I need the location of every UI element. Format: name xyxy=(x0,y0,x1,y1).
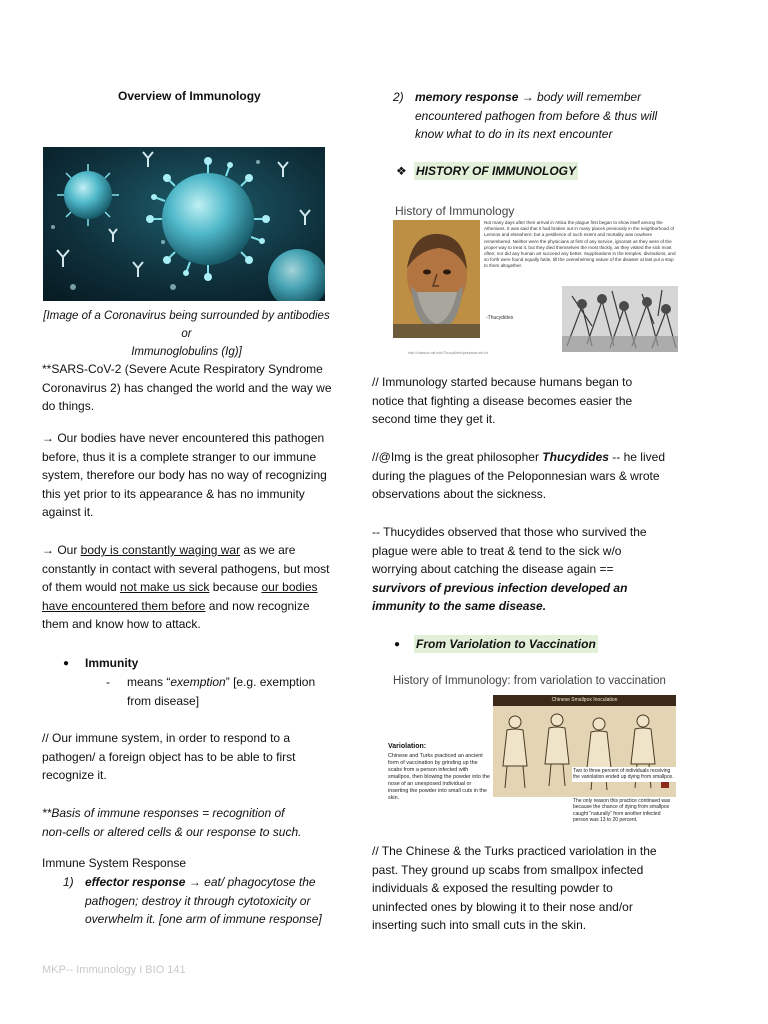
thucydides-mosaic-image xyxy=(393,220,480,338)
text-line: from disease] xyxy=(127,693,200,708)
text-line: against it. xyxy=(42,505,94,520)
variolation-bullet: ● xyxy=(394,639,401,650)
basis-paragraph xyxy=(42,804,342,841)
memory-response-item xyxy=(415,88,715,144)
new-pathogen-paragraph xyxy=(42,429,342,522)
text-line: // Immunology started because humans began to xyxy=(372,375,633,389)
text-line: immunity to the same disease. xyxy=(372,599,547,614)
text-line: -- Thucydides observed that those who survived the xyxy=(372,525,647,539)
text-line: plague were able to treat & tend to the sick w/o xyxy=(372,543,622,558)
scroll-banner: Chinese Smallpox Inoculation xyxy=(493,695,676,706)
effector-response-item xyxy=(85,873,345,929)
text-line: non-cells or altered cells & our response to such. xyxy=(42,824,302,839)
thucydides-paragraph xyxy=(372,448,692,504)
text-line: do things. xyxy=(42,399,95,414)
text-line: know what to do in its next encounter xyxy=(415,127,613,142)
text-line: constantly in contact with several pathogens, but most xyxy=(42,561,330,576)
text-line: → Our body is constantly waging war as we are xyxy=(42,543,296,557)
text-line: overwhelm it. [one arm of immune response] xyxy=(85,912,322,927)
recognition-paragraph xyxy=(42,729,342,785)
slide-footnote: http://classics.mit.edu/Thucydides/pelopwar.mb.txt xyxy=(408,351,488,355)
history-slide xyxy=(388,198,680,360)
immunity-definition xyxy=(127,673,337,710)
immunology-origin-paragraph xyxy=(372,373,692,429)
history-heading: HISTORY OF IMMUNOLOGY xyxy=(416,164,577,178)
slide-title: History of Immunology: from variolation to vaccination xyxy=(393,675,666,687)
text-line: pathogen; destroy it through cytotoxicity or xyxy=(85,893,311,908)
text-line: encountered pathogen from before & thus will xyxy=(415,108,658,123)
immune-response-heading: Immune System Response xyxy=(42,856,187,870)
text-line: recognize it. xyxy=(42,768,107,783)
text-line: system, therefore our body has no way of recognizing xyxy=(42,468,327,483)
chinese-turks-paragraph xyxy=(372,842,692,935)
text-line: memory response → body will remember xyxy=(415,90,642,104)
text-line: inserting such into small cuts in the skin. xyxy=(372,918,587,933)
variolation-description: Chinese and Turks practiced an ancient form of vaccination by grinding up the scabs from a person infected with smallpox, then blowing the powder into the nose of an unexposed individual or inserting the powder into small cuts in the skin. xyxy=(388,753,490,801)
text-line: second time they get it. xyxy=(372,412,496,427)
page-footer: MKP-- Immunology I BIO 141 xyxy=(42,964,186,976)
text-line: //@Img is the great philosopher Thucydides -- he lived xyxy=(372,450,665,464)
page-title: Overview of Immunology xyxy=(118,89,261,103)
text-line: survivors of previous infection developed an xyxy=(372,580,628,595)
text-line: observations about the sickness. xyxy=(372,487,547,502)
variolation-note-reason: The only reason this practice continued was because the chance of dying from smallpox caught "naturally" from another infected person was 13 to 20 percent. xyxy=(572,797,678,825)
text-line: of them would not make us sick because our bodies xyxy=(42,580,318,595)
text-line: // Our immune system, in order to respond to a xyxy=(42,731,291,745)
variolation-note-death-rate: Two to three percent of individuals receiving the variolation ended up dying from smallpox. xyxy=(572,767,678,782)
text-line: before, thus it is a complete stranger to our immune xyxy=(42,449,317,464)
list-number: 1) xyxy=(63,875,74,889)
text-line: **Basis of immune responses = recognition of xyxy=(42,806,285,820)
text-line: uninfected ones by blowing it to their nose and/or xyxy=(372,899,633,914)
text-line: worrying about catching the disease again == xyxy=(372,562,614,577)
image-caption xyxy=(43,307,330,361)
text-line: individuals & exposed the resulting powder to xyxy=(372,881,613,896)
text-line: Coronavirus 2) has changed the world and the way we xyxy=(42,380,332,395)
immunity-dash: - xyxy=(106,675,110,689)
text-line: this yet prior to its appearance & has no immunity xyxy=(42,486,305,501)
constant-war-paragraph xyxy=(42,541,342,634)
text-line: notice that fighting a disease becomes easier the xyxy=(372,393,633,408)
caption-line: [Image of a Coronavirus being surrounded by antibodies or xyxy=(43,310,330,340)
variolation-heading: From Variolation to Vaccination xyxy=(416,637,596,651)
text-line: effector response → eat/ phagocytose the xyxy=(85,875,316,889)
variolation-slide xyxy=(380,667,680,833)
text-line: them and know how to attack. xyxy=(42,617,201,632)
text-line: // The Chinese & the Turks practiced variolation in the xyxy=(372,844,657,858)
text-line: **SARS-CoV-2 (Severe Acute Respiratory Syndrome xyxy=(42,362,323,376)
text-line: during the plagues of the Peloponnesian wars & wrote xyxy=(372,468,660,483)
text-line: past. They ground up scabs from smallpox infected xyxy=(372,862,644,877)
slide-quote: Not many days after their arrival in Attica the plague first began to show itself among the Athenians. It was said that it had broken out in many places previously in the neighborhood of Lemnos and elsewhere; but a pestilence of such extent and mortality was nowhere remembered. Neither were the physicians at first of any service, ignorant as they were of the proper way to treat it, but they died themselves the most thickly, as they visited the sick most often; nor did any human art succeed any better. Supplications in the temples, divinations, and so forth were found equally futile, till the overwhelming nature of the disaster at last put a stop to them altogether. xyxy=(484,220,676,269)
text-line: → Our bodies have never encountered this pathogen xyxy=(42,431,325,445)
immunity-bullet: ● xyxy=(63,658,70,669)
immunity-label: Immunity xyxy=(85,656,139,670)
battle-engraving-image xyxy=(562,286,678,352)
text-line: pathogen/ a foreign object has to be able to first xyxy=(42,749,296,764)
text-line: means “exemption” [e.g. exemption xyxy=(127,675,316,689)
diamond-bullet-icon: ❖ xyxy=(396,164,407,178)
variolation-label: Variolation: xyxy=(388,743,427,750)
text-line: have encountered them before and now recognize xyxy=(42,598,310,613)
list-number: 2) xyxy=(393,90,404,104)
thucydides-observation-paragraph xyxy=(372,523,692,616)
slide-title: History of Immunology xyxy=(395,204,515,218)
caption-line: Immunoglobulins (Ig)] xyxy=(131,346,242,358)
sars-paragraph xyxy=(42,360,342,416)
slide-attribution: -Thucydides xyxy=(486,315,514,321)
coronavirus-image xyxy=(43,147,325,301)
